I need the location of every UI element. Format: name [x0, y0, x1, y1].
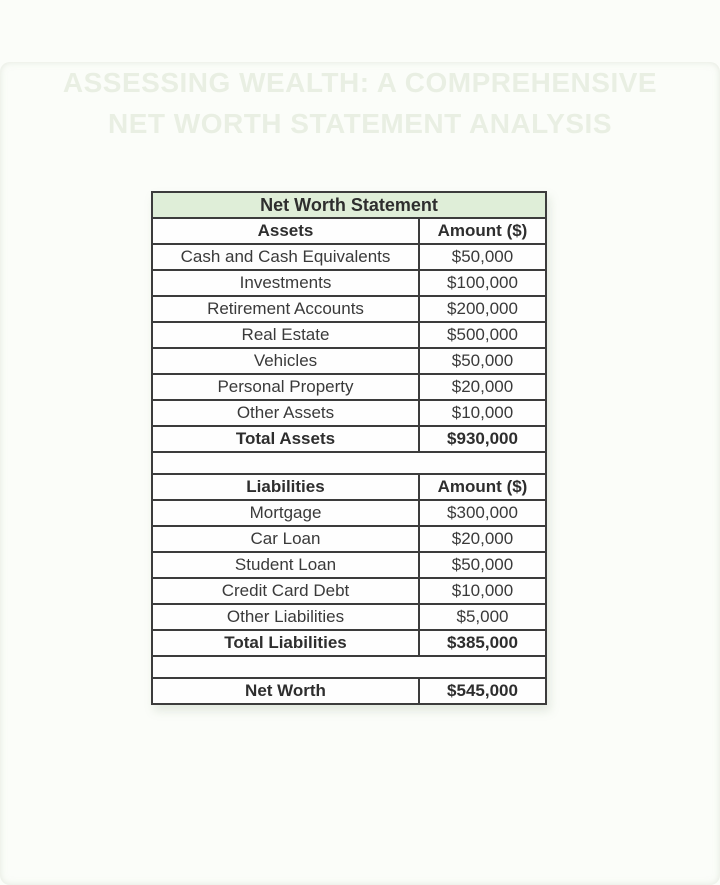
row-amount-cell: $10,000	[419, 400, 546, 426]
row-amount-cell: $100,000	[419, 270, 546, 296]
liabilities-total-row	[152, 630, 546, 656]
row-label-cell: Credit Card Debt	[152, 578, 419, 604]
total-label-cell: Total Assets	[152, 426, 419, 452]
table-row	[152, 348, 546, 374]
row-amount-cell: $50,000	[419, 244, 546, 270]
total-amount-cell: $930,000	[419, 426, 546, 452]
row-amount-cell: $5,000	[419, 604, 546, 630]
row-label-cell: Real Estate	[152, 322, 419, 348]
page-title	[0, 62, 720, 144]
row-label-cell: Investments	[152, 270, 419, 296]
assets-total-row	[152, 426, 546, 452]
row-label-cell: Other Liabilities	[152, 604, 419, 630]
spacer-cell	[152, 656, 546, 678]
table-row	[152, 244, 546, 270]
net-worth-table	[151, 191, 547, 705]
assets-header-cell: Assets	[152, 218, 419, 244]
row-label-cell: Vehicles	[152, 348, 419, 374]
table-row	[152, 374, 546, 400]
row-label-cell: Personal Property	[152, 374, 419, 400]
row-amount-cell: $300,000	[419, 500, 546, 526]
row-label-cell: Other Assets	[152, 400, 419, 426]
table-title-row	[152, 192, 546, 218]
liabilities-amount-header-cell: Amount ($)	[419, 474, 546, 500]
table-row	[152, 604, 546, 630]
table-row	[152, 400, 546, 426]
spacer-row	[152, 452, 546, 474]
table-row	[152, 296, 546, 322]
table-row	[152, 500, 546, 526]
row-amount-cell: $50,000	[419, 348, 546, 374]
assets-header-row	[152, 218, 546, 244]
total-amount-cell: $385,000	[419, 630, 546, 656]
table-row	[152, 578, 546, 604]
assets-amount-header-cell: Amount ($)	[419, 218, 546, 244]
net-worth-label-cell: Net Worth	[152, 678, 419, 704]
net-worth-amount-cell: $545,000	[419, 678, 546, 704]
row-amount-cell: $10,000	[419, 578, 546, 604]
row-label-cell: Retirement Accounts	[152, 296, 419, 322]
total-label-cell: Total Liabilities	[152, 630, 419, 656]
spacer-row	[152, 656, 546, 678]
table-title: Net Worth Statement	[152, 192, 546, 218]
row-amount-cell: $200,000	[419, 296, 546, 322]
row-amount-cell: $20,000	[419, 374, 546, 400]
row-label-cell: Cash and Cash Equivalents	[152, 244, 419, 270]
net-worth-row	[152, 678, 546, 704]
table-row	[152, 552, 546, 578]
table-row	[152, 322, 546, 348]
spacer-cell	[152, 452, 546, 474]
row-amount-cell: $20,000	[419, 526, 546, 552]
row-label-cell: Student Loan	[152, 552, 419, 578]
row-amount-cell: $500,000	[419, 322, 546, 348]
row-label-cell: Car Loan	[152, 526, 419, 552]
table-row	[152, 526, 546, 552]
page-title-line1: ASSESSING WEALTH: A COMPREHENSIVE	[62, 67, 658, 98]
table-row	[152, 270, 546, 296]
liabilities-header-cell: Liabilities	[152, 474, 419, 500]
row-amount-cell: $50,000	[419, 552, 546, 578]
row-label-cell: Mortgage	[152, 500, 419, 526]
page-title-line2: NET WORTH STATEMENT ANALYSIS	[108, 108, 612, 139]
liabilities-header-row	[152, 474, 546, 500]
